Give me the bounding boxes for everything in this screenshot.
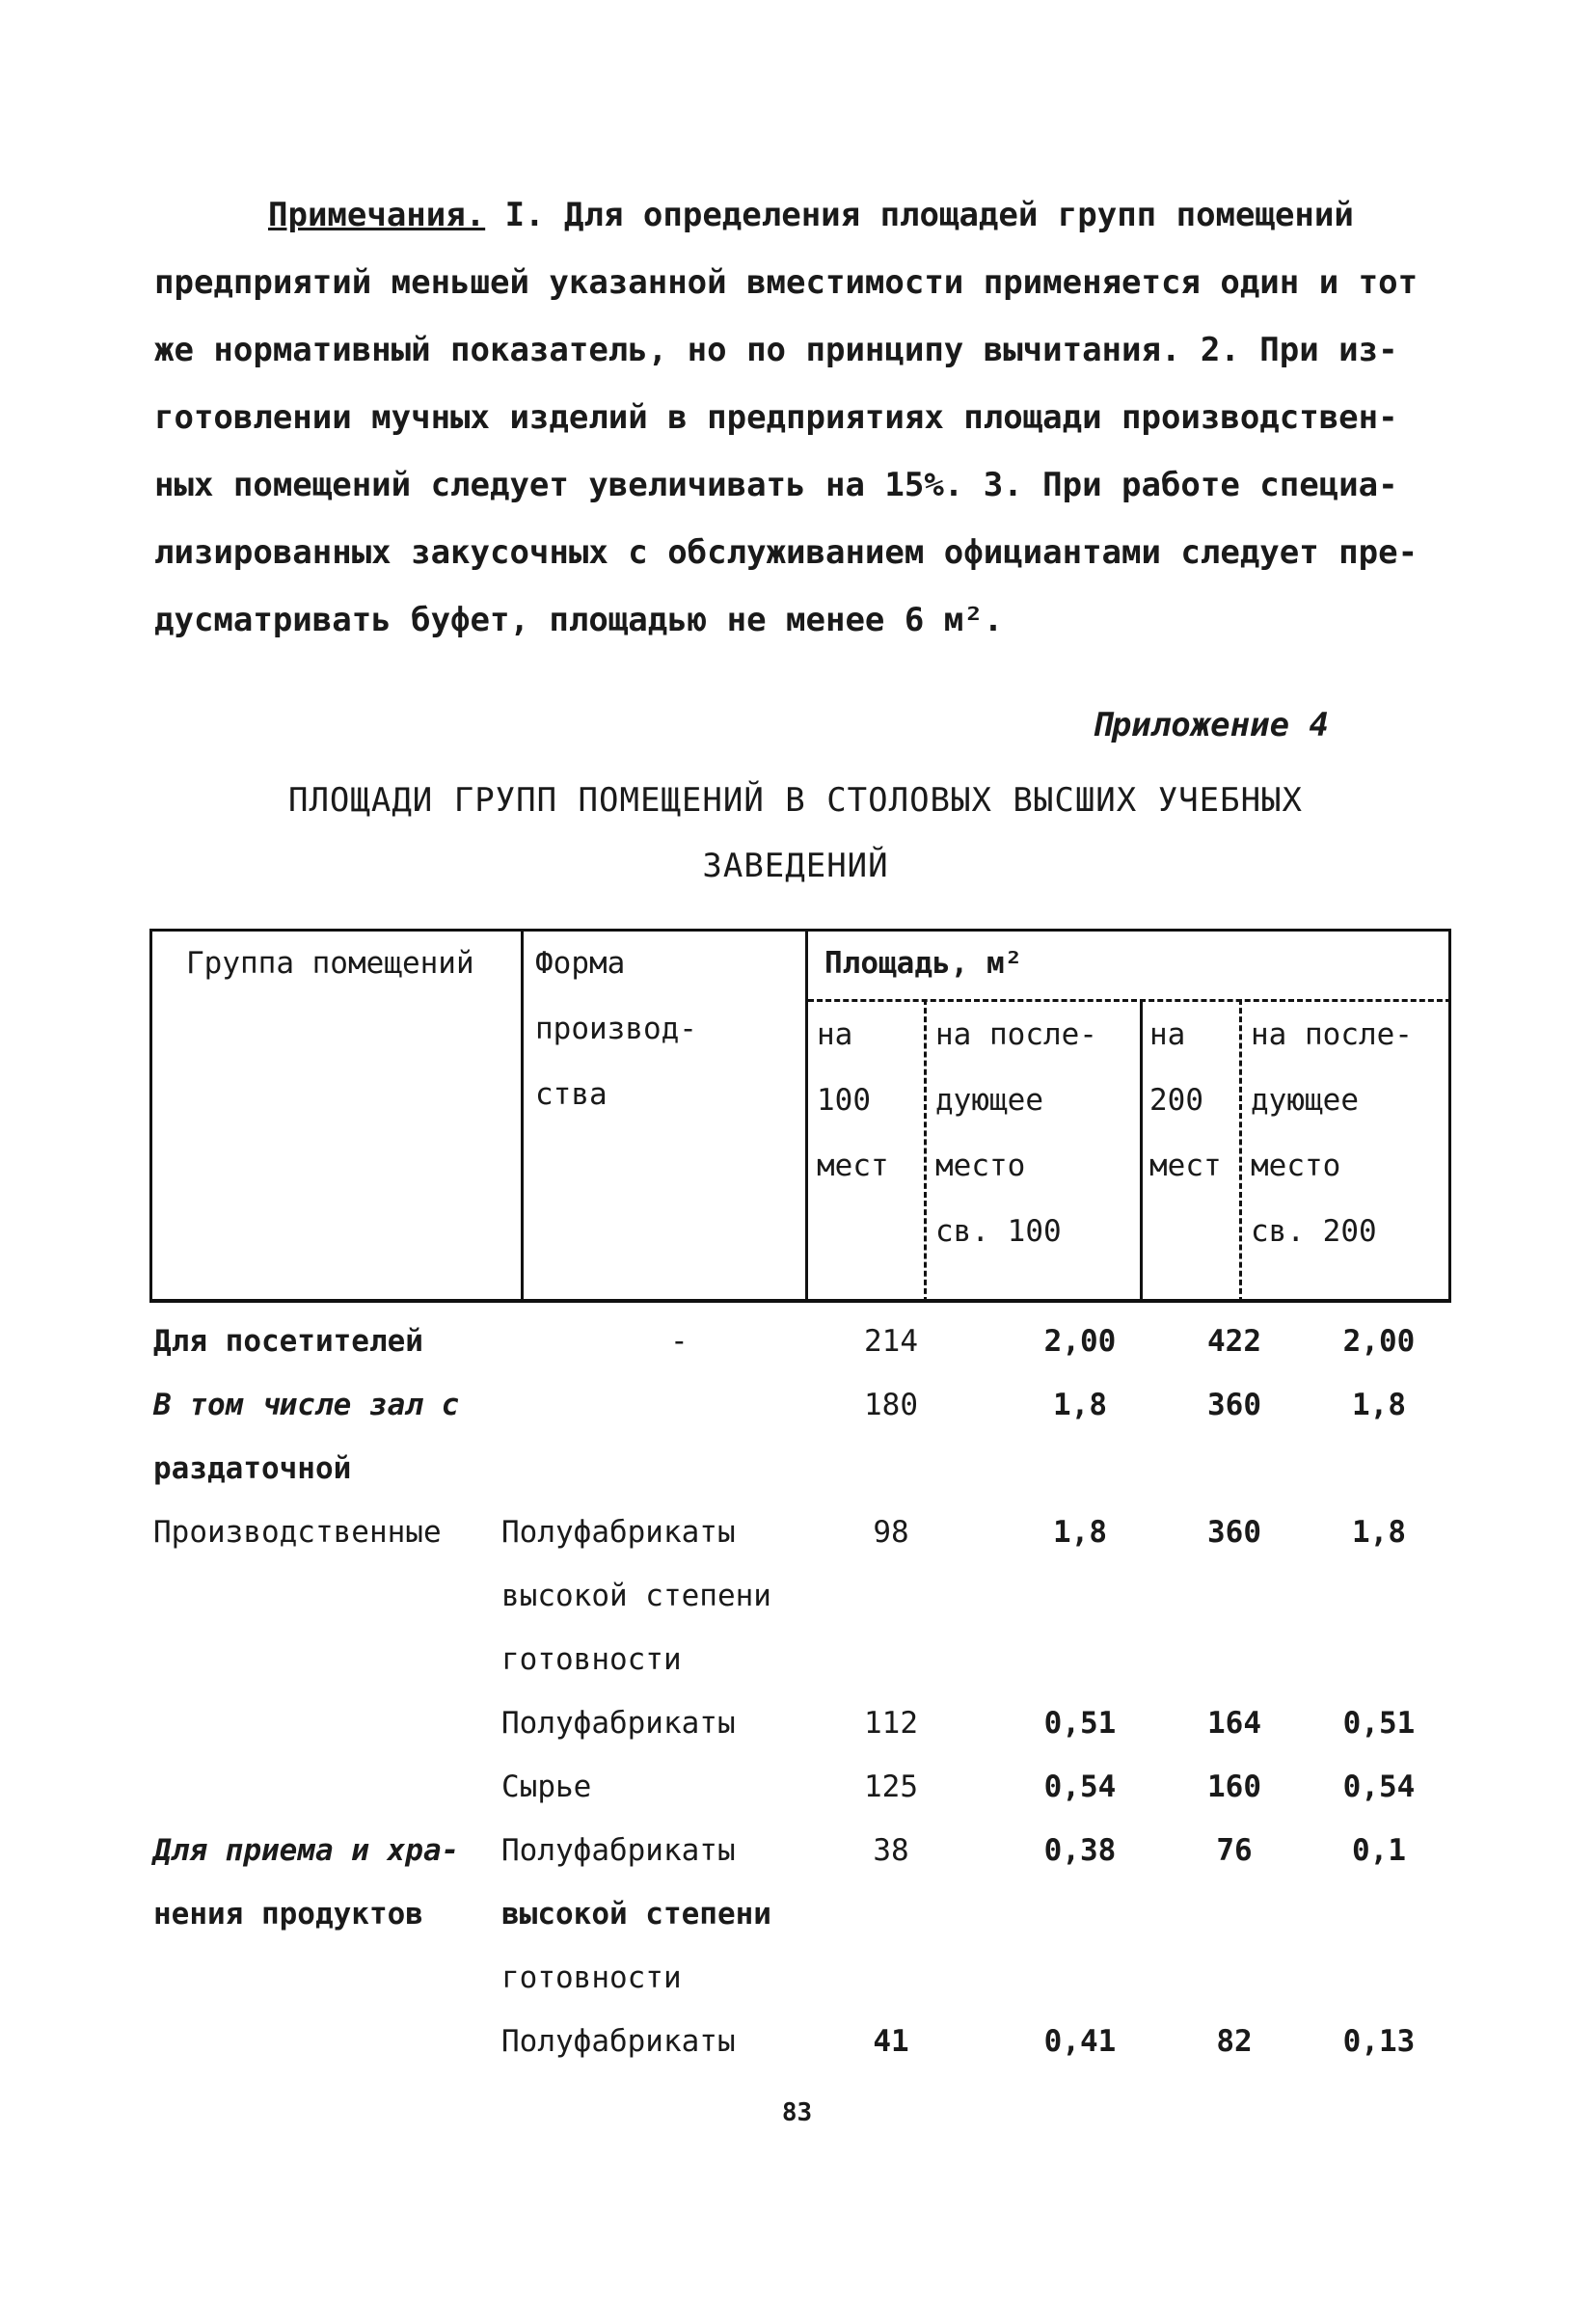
table-row xyxy=(149,1500,1451,1564)
cell-next100: 1,8 xyxy=(1053,1388,1107,1422)
header-next200: на после- дующее место св. 200 xyxy=(1251,1017,1413,1249)
cell-group: В том числе зал с xyxy=(153,1388,460,1422)
header-area: Площадь, м² xyxy=(824,946,1023,981)
cell-next100: 0,41 xyxy=(1043,2024,1117,2059)
cell-per100: 41 xyxy=(873,2024,909,2059)
table-row xyxy=(149,1310,1451,1373)
cell-next100: 0,51 xyxy=(1043,1706,1117,1741)
notes-line: предприятий меньшей указанной вместимости применяется один и тот xyxy=(154,263,1418,302)
cell-per100: 112 xyxy=(864,1706,918,1741)
table-row xyxy=(149,1373,1451,1437)
cell-form: Сырье xyxy=(501,1770,592,1804)
cell-per200: 422 xyxy=(1207,1324,1261,1359)
appendix-label: Приложение 4 xyxy=(1092,706,1329,744)
notes-line: готовлении мучных изделий в предприятиях площади производствен- xyxy=(154,398,1398,437)
notes-line: же нормативный показатель, но по принципу вычитания. 2. При из- xyxy=(154,331,1398,369)
header-form: Форма производ- ства xyxy=(535,946,697,1112)
cell-form: - xyxy=(670,1324,689,1359)
cell-form: Полуфабрикаты xyxy=(501,2024,736,2059)
notes-label: Примечания. xyxy=(268,196,486,234)
column-divider xyxy=(1140,999,1143,1303)
table-row xyxy=(149,1946,1451,2010)
cell-next200: 1,8 xyxy=(1352,1388,1406,1422)
column-divider xyxy=(521,929,524,1303)
table-row xyxy=(149,1755,1451,1819)
cell-per200: 164 xyxy=(1207,1706,1261,1741)
cell-form: готовности xyxy=(501,1642,682,1677)
cell-form: высокой степени xyxy=(501,1579,771,1613)
cell-next200: 0,13 xyxy=(1342,2024,1416,2059)
cell-next200: 0,51 xyxy=(1342,1706,1416,1741)
cell-per100: 180 xyxy=(864,1388,918,1422)
cell-per200: 76 xyxy=(1216,1833,1253,1868)
column-divider xyxy=(924,999,927,1303)
notes-line: ных помещений следует увеличивать на 15%. 3. При работе специа- xyxy=(154,466,1398,504)
table-row xyxy=(149,1628,1451,1691)
table-row xyxy=(149,1564,1451,1628)
table-row xyxy=(149,1819,1451,1882)
table-row xyxy=(149,1882,1451,1946)
cell-group: нения продуктов xyxy=(153,1897,423,1932)
cell-group: раздаточной xyxy=(153,1451,352,1486)
cell-next200: 0,54 xyxy=(1342,1770,1416,1804)
table-row xyxy=(149,1691,1451,1755)
header-next100: на после- дующее место св. 100 xyxy=(935,1017,1097,1249)
cell-form: высокой степени xyxy=(501,1897,771,1932)
cell-form: Полуфабрикаты xyxy=(501,1515,736,1550)
table-header xyxy=(149,929,1451,1303)
cell-next200: 0,1 xyxy=(1352,1833,1406,1868)
cell-next100: 0,54 xyxy=(1043,1770,1117,1804)
cell-group: Для приема и хра- xyxy=(153,1833,460,1868)
table-row xyxy=(149,2010,1451,2073)
column-divider xyxy=(805,929,808,1303)
notes-line: Примечания. I. Для определения площадей групп помещений xyxy=(268,196,1354,234)
table-row xyxy=(149,1437,1451,1500)
notes-line: лизированных закусочных с обслуживанием официантами следует пре- xyxy=(154,533,1418,572)
table-title-continued: ЗАВЕДЕНИЙ xyxy=(702,847,889,885)
cell-form: Полуфабрикаты xyxy=(501,1706,736,1741)
cell-per100: 125 xyxy=(864,1770,918,1804)
cell-per100: 38 xyxy=(873,1833,909,1868)
cell-per200: 82 xyxy=(1216,2024,1253,2059)
header-group: Группа помещений xyxy=(186,946,474,981)
cell-per200: 360 xyxy=(1207,1388,1261,1422)
table-title: ПЛОЩАДИ ГРУПП ПОМЕЩЕНИЙ В СТОЛОВЫХ ВЫСШИХ УЧЕБНЫХ xyxy=(287,781,1304,820)
cell-form: готовности xyxy=(501,1960,682,1995)
header-per100: на 100 мест xyxy=(817,1017,889,1183)
cell-next100: 1,8 xyxy=(1053,1515,1107,1550)
cell-group: Для посетителей xyxy=(153,1324,423,1359)
cell-next100: 2,00 xyxy=(1043,1324,1117,1359)
cell-form: Полуфабрикаты xyxy=(501,1833,736,1868)
cell-next200: 1,8 xyxy=(1352,1515,1406,1550)
page-number: 83 xyxy=(781,2098,813,2127)
cell-per100: 98 xyxy=(873,1515,909,1550)
cell-next200: 2,00 xyxy=(1342,1324,1416,1359)
column-divider xyxy=(1239,999,1242,1303)
notes-line: дусматривать буфет, площадью не менее 6 м². xyxy=(154,601,1004,639)
cell-per200: 360 xyxy=(1207,1515,1261,1550)
header-per200: на 200 мест xyxy=(1149,1017,1222,1183)
cell-per100: 214 xyxy=(864,1324,918,1359)
cell-next100: 0,38 xyxy=(1043,1833,1117,1868)
notes-paragraph xyxy=(154,181,1437,654)
cell-group: Производственные xyxy=(153,1515,442,1550)
cell-per200: 160 xyxy=(1207,1770,1261,1804)
